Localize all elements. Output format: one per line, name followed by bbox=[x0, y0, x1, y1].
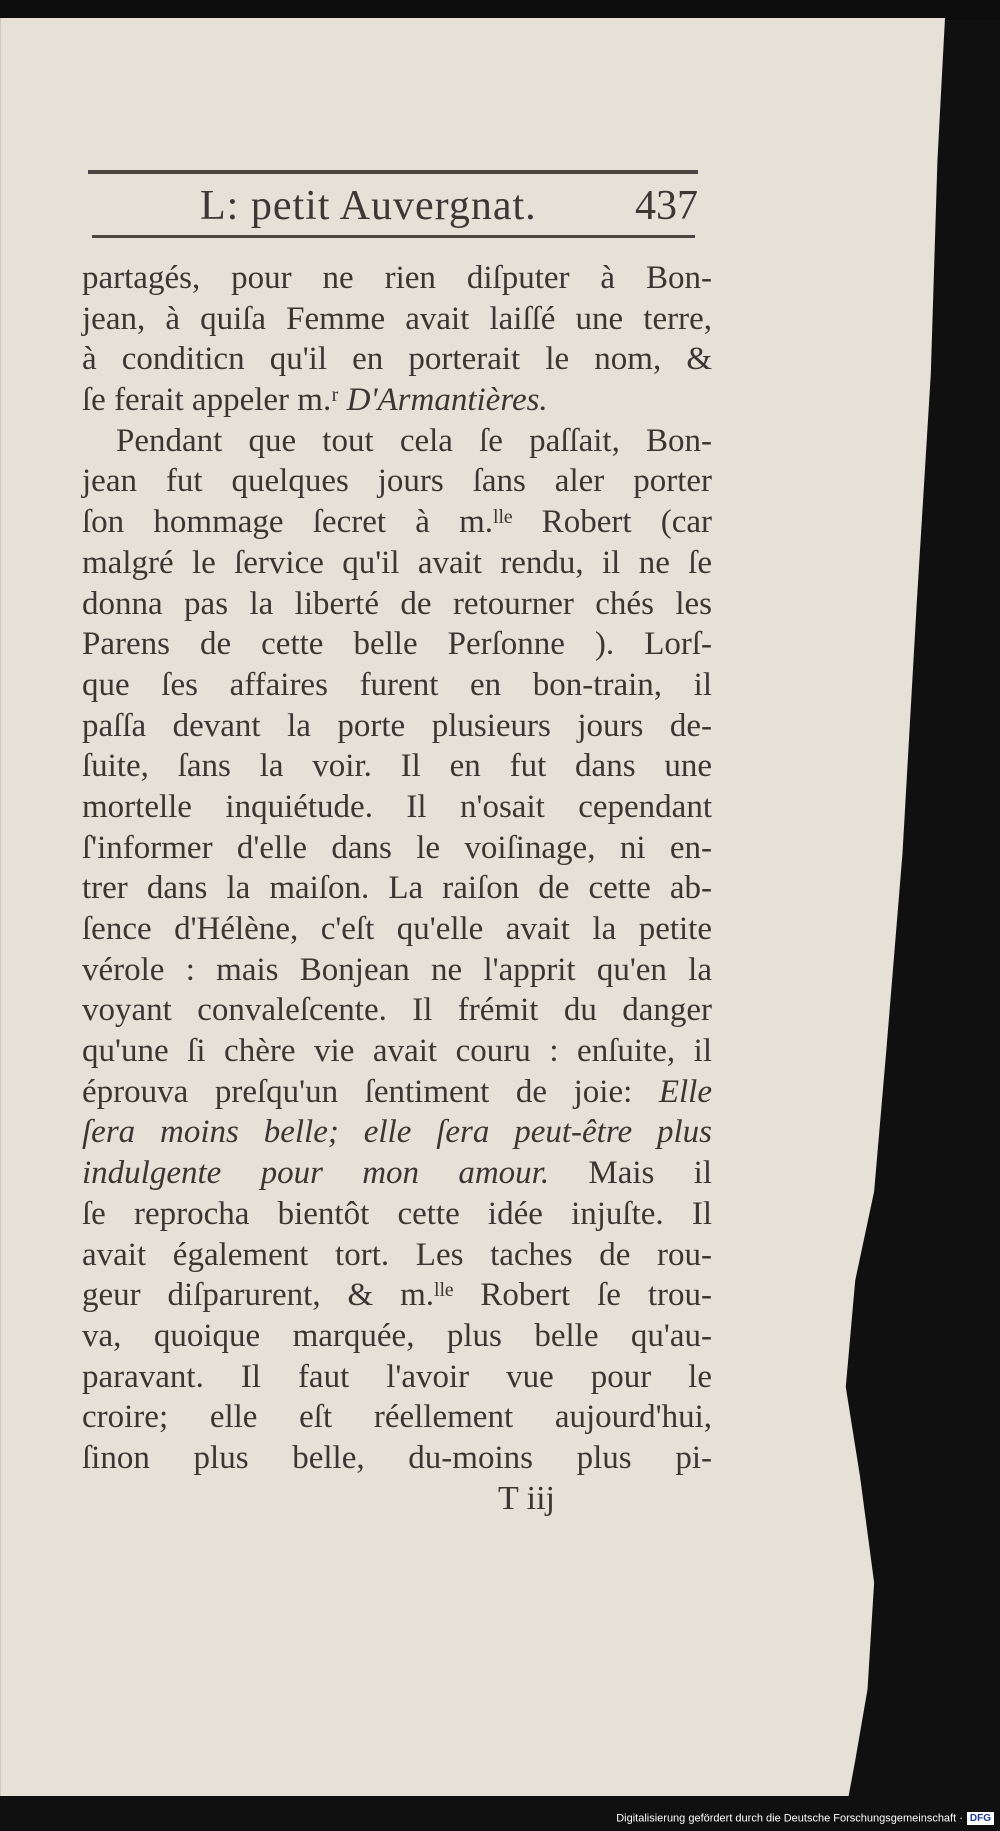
dfg-logo: DFG bbox=[967, 1812, 994, 1825]
text-line: que ſes affaires furent en bon-train, il bbox=[82, 666, 712, 703]
text-line: malgré le ſervice qu'il avait rendu, il ne ſe bbox=[82, 544, 712, 581]
header-rule-bottom bbox=[92, 235, 695, 238]
text-line bbox=[82, 1153, 712, 1194]
text-line: avait également tort. Les taches de rou- bbox=[82, 1236, 712, 1273]
text-line: partagés, pour ne rien diſputer à Bon- bbox=[82, 260, 712, 296]
scan-top-border bbox=[0, 0, 1000, 20]
text-line: vérole : mais Bonjean ne l'apprit qu'en la bbox=[82, 951, 712, 988]
text-line: paravant. Il faut l'avoir vue pour le bbox=[82, 1358, 712, 1395]
italic-thought: indulgente pour mon amour. bbox=[82, 1155, 550, 1192]
text-line: ſ'informer d'elle dans le voiſinage, ni en- bbox=[82, 829, 712, 866]
text-line: paſſa devant la porte plusieurs jours de- bbox=[82, 707, 712, 744]
text-line: jean, à quiſa Femme avait laiſſé une terre, bbox=[82, 300, 712, 337]
page-number: 437 bbox=[635, 183, 698, 229]
page-left-edge bbox=[0, 18, 1, 1796]
text-line: jean fut quelques jours ſans aler porter bbox=[82, 463, 712, 500]
text-line: ſuite, ſans la voir. Il en fut dans une bbox=[82, 748, 712, 785]
text-line: trer dans la maiſon. La raiſon de cette ab- bbox=[82, 870, 712, 907]
italic-name: D'Armantières. bbox=[346, 382, 548, 419]
header-rule-top bbox=[88, 170, 698, 174]
text-line: ſence d'Hélène, c'eſt qu'elle avait la petite bbox=[82, 911, 712, 947]
text-line: à conditicn qu'il en porterait le nom, & bbox=[82, 341, 712, 378]
text-line-part: Mais il bbox=[588, 1155, 712, 1192]
body-text bbox=[82, 258, 712, 1479]
text-line: voyant convaleſcente. Il frémit du danger bbox=[82, 992, 712, 1029]
text-line: va, quoique marquée, plus belle qu'au- bbox=[82, 1317, 712, 1354]
text-line: donna pas la liberté de retourner chés les bbox=[82, 585, 712, 622]
running-title: L: petit Auvergnat. bbox=[200, 183, 537, 229]
credit-text: Digitalisierung gefördert durch die Deutsche Forschungsgemeinschaft · bbox=[616, 1812, 963, 1825]
text-line bbox=[82, 1072, 712, 1113]
text-line-part: éprouva preſqu'un ſentiment de joie: bbox=[82, 1073, 633, 1110]
text-line-italic: ſera moins belle; elle ſera peut-être plus bbox=[82, 1114, 712, 1151]
text-line: geur diſparurent, & m.ˡˡᵉ Robert ſe trou- bbox=[82, 1277, 712, 1314]
text-line: Parens de cette belle Perſonne ). Lorſ- bbox=[82, 626, 712, 663]
running-header bbox=[88, 178, 698, 234]
text-line bbox=[82, 380, 712, 421]
text-line: ſe reprocha bientôt cette idée injuſte. Il bbox=[82, 1195, 712, 1232]
digitization-credit bbox=[616, 1812, 994, 1825]
text-line: Pendant que tout cela ſe paſſait, Bon- bbox=[116, 422, 712, 459]
text-line: ſon hommage ſecret à m.ˡˡᵉ Robert (car bbox=[82, 504, 712, 541]
signature-mark: T iij bbox=[498, 1480, 555, 1517]
italic-thought: Elle bbox=[658, 1073, 712, 1110]
text-line: mortelle inquiétude. Il n'osait cependant bbox=[82, 788, 712, 825]
text-line: croire; elle eſt réellement aujourd'hui, bbox=[82, 1399, 712, 1436]
text-line: qu'une ſi chère vie avait couru : enſuite, il bbox=[82, 1033, 712, 1070]
text-line: ſinon plus belle, du-moins plus pi- bbox=[82, 1439, 712, 1476]
text-line-part: ſe ferait appeler m.ʳ bbox=[82, 382, 339, 419]
